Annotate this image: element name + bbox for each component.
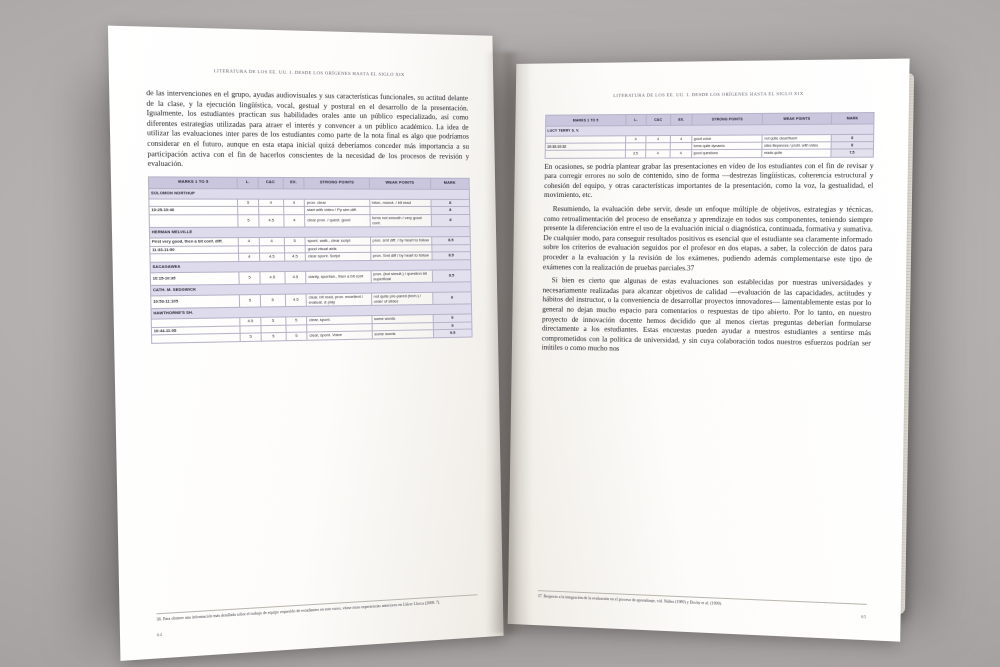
table-header-row [148,177,469,190]
cell-strong: clear, spont. [307,316,372,325]
cell-mark: 8 [831,134,874,142]
th-ex: EX. [283,177,305,188]
cell-cc [259,245,284,253]
cell-cc: 4 [646,136,671,143]
cell-weak: slies Beyances / probl. with video [762,142,831,150]
th-mark: MARK [430,178,469,189]
cell-cc: 4 [259,238,284,246]
cell-weak: not quite pre-pared (tech.) / order of slides [371,292,432,305]
cell-mark: 8 [831,142,874,150]
paragraph: de las intervenciones en el grupo, ayudas audiovisuales y sus características funcionales, su actitud delante de la clase, y la ejecución lingüística, vocal, gestual y postural en el desarrollo de la presentación. Igualmente, los estudiantes practican sus habilidades orales ante un público especializado, así como diferentes estrategias utilizadas para atraer el interés y convencer a un público académico. La idea de utilizar las evaluaciones inter pares de los estudiantes como parte de la nota final es algo que podríamos considerar en el futuro, aunque en esta etapa inicial quizá deberíamos conceder más importancia a su participación activa con el fin de hacerlos conscientes de la necesidad de los procesos de revisión y evaluación. [146,88,470,169]
cell-mark: 9 [432,292,471,305]
th-weak: WEAK POINTS [369,178,430,189]
cell-cc: 5 [261,317,286,325]
cell-l: 5 [239,272,260,285]
cell-l [239,246,260,254]
left-assessment-table-wrap [148,176,473,344]
cell-ex: 4 [670,150,692,157]
group-label: CATH. M. SEDGWICK [151,282,472,296]
cell-ex: 5 [285,317,307,325]
paragraph: En ocasiones, se podría plantear grabar las presentaciones en vídeo de los estudiantes con el fin de revisar y para corregir errores no solo de contenido, sino de forma —destrezas lingüísticas, coherencia estructural y cohesión del equipo, y otras características importantes de la presentación, como la voz, la gestualidad, el movimiento, etc. [543,161,874,200]
cell-strong: spont. walk., clear script [305,237,370,245]
th-weak: WEAK POINTS [763,113,832,125]
cell-cc: 4.5 [259,215,284,228]
cell-strong: good visual aids [306,245,371,253]
cell-weak: inton, monot. / bit read [370,199,431,207]
cell-strong: clear, spont. Voice [307,331,372,340]
table-row [149,214,470,227]
cell-l: 5 [238,215,259,228]
th-cc: C&C [258,177,283,188]
cell-strong: turns quite dynamic [692,142,763,150]
group-label: LUCY TERRY S. V. [545,124,873,136]
assessment-table-right [545,112,875,158]
cell-label: 10:33-10:32 [545,143,625,151]
footnote-right: 37. Respecto a la integración de la evaluación en el proceso de aprendizaje, vid. Núñez (1989) y Dochy et al. (1999). [538,590,867,613]
cell-mark: 8.5 [431,237,470,245]
cell-mark: 8 [431,214,470,226]
cell-weak: not quite clear/fluent [762,135,831,143]
cell-weak [370,207,431,215]
cell-ex: 4.5 [284,271,306,284]
cell-label: 11:33-11:50 [150,246,239,254]
cell-strong: start with video / Pp stm diff. [305,207,370,215]
right-assessment-table-wrap [545,112,875,158]
cell-cc: 4 [645,150,670,157]
group-label: HAWTHORNE'S SH. [151,304,472,319]
cell-strong: clarity, spontan., then a bit conf [306,271,371,284]
th-marks: MARKS 1 TO 5 [546,115,626,127]
group-label: SOLOMON NORTHUP [149,188,470,199]
paragraph: Si bien es cierto que algunas de estas evaluaciones son establecidas por nuestras universidades y necesariamente realizadas para alcanzar objetivos de calidad —evaluación de las capacidades, actitudes y hábitos del instructor, o la conveniencia de desarrollar proyectos innovadores— lamentablemente estas por lo general no dejan mucho espacio para comentarios o respuestas de tipo abierto. Por lo tanto, en nuestro proyecto de innovación docente hemos decidido que al menos ciertas preguntas deberían formularse directamente a los estudiantes. Estas encuestas pueden ayudar a nuestros estudiantes a sentirse más comprometidos con la política de universidad, y sin cuya colaboración todos nuestros esfuerzos podrían ser inútiles o como mucho nos [541,276,872,354]
cell-l: 3.5 [625,150,645,157]
th-mark: MARK [831,112,874,124]
cell-weak: some words [372,315,433,324]
folio-left: 64 [156,631,163,638]
cell-label: 10:53-11:105 [151,295,240,309]
cell-mark: 8 [431,207,470,215]
cell-ex: 4 [283,199,305,207]
right-page [508,59,910,642]
cell-ex: 4.5 [285,294,307,307]
cell-mark: 9 [433,322,472,330]
cell-weak: pron. smt diff. / by heart to follow [370,237,431,245]
cell-mark: 9.5 [433,329,472,337]
th-strong: STRONG POINTS [304,177,369,189]
table-group-row [149,188,470,199]
cell-strong: clear spont. Script [306,253,371,261]
cell-l: 4 [239,238,260,246]
cell-mark: 8 [431,199,470,207]
cell-label [149,199,238,207]
cell-l [626,143,646,150]
cell-cc: 5 [261,333,286,341]
cell-weak: pron. Smt diff / by heart to follow [371,252,432,260]
th-cc: C&C [646,114,671,125]
th-l: L. [237,177,258,189]
cell-mark: 7.5 [831,149,874,157]
cell-ex: 4 [283,215,305,228]
cell-strong: good voice [692,135,763,143]
cell-strong: good questions [692,150,763,158]
cell-strong: clear, bit read, pron. excellent / evaluat. & play [307,293,372,306]
cell-l: 5 [238,199,259,207]
cell-ex: 4.5 [284,253,306,261]
cell-label: 10:15-10:35 [150,272,239,286]
cell-cc [258,207,283,215]
cell-cc: 4.5 [260,271,285,284]
cell-weak: pron. (but simult.) / question bit superficial [371,270,432,283]
group-label: HERMAN MELVILLE [149,227,470,238]
cell-ex [283,207,305,215]
cell-strong: pron. clear [305,199,370,207]
cell-ex: 4 [670,135,692,142]
cell-weak: reads quite [762,149,831,157]
cell-label [152,334,241,344]
cell-ex [670,143,692,150]
cell-ex: 5 [284,237,306,245]
running-head-left: LITERATURA DE LOS EE. UU. I. DESDE LOS ORÍGENES HASTA EL SIGLO XIX [213,68,405,78]
left-page [108,26,504,661]
assessment-table-left [148,176,473,344]
cell-l: 4 [626,136,646,143]
th-ex: EX. [670,114,692,125]
cell-weak: turns not smooth / very good cont. [370,214,431,226]
running-head-right: LITERATURA DE LOS EE. UU. I. DESDE LOS ORÍGENES HASTA EL SIGLO XIX [613,90,804,98]
cell-mark: 8.5 [432,270,471,283]
right-body-text [542,161,874,359]
cell-cc: 4.5 [259,253,284,261]
paragraph: Resumiendo, la evaluación debe servir, desde un enfoque múltiple de objetivos, estrategias y técnicas, como retroalimentación del proceso de enseñanza y aprendizaje en todos sus componentes, teniendo siempre presente la diferenciación entre el uso de la evaluación inicial o diagnóstica, continuada, formativa y sumativa. De cualquier modo, para conseguir resultados positivos es esencial que el estudiante sea claramente informado sobre los criterios de evaluación seguidos por el profesor en dos etapas, a saber, la colección de datos para proceder a la evaluación y la revisión de los exámenes, pudiendo además complementarse este tipo de exámenes con la realización de pruebas parciales.37 [542,205,874,273]
th-marks: MARKS 1 TO 5 [148,177,237,189]
cell-l [238,207,259,215]
th-l: L. [626,114,646,125]
cell-l: 4 [239,253,260,261]
left-body-text [146,89,469,172]
cell-label: First very good, then a bit conf. diff. [150,238,239,246]
cell-ex: 5 [286,333,308,341]
th-strong: STRONG POINTS [692,113,763,125]
cell-cc: 5 [260,294,285,307]
cell-l: 5 [241,333,262,341]
cell-cc [645,143,670,150]
footnote-left: 36. Para obtener una información más detallada sobre el trabajo de equipo requerido de estudiantes en este curso, véase otras experiencias anteriores en Llácer Llorca (2008: 7). [156,594,477,623]
group-label: SACAGAWEA [150,260,471,273]
cell-weak: some words [372,330,433,339]
folio-right: 65 [861,613,867,620]
cell-strong: clear pron. / quest. good [305,215,370,228]
cell-l: 4.5 [240,318,261,326]
cell-label [149,215,238,228]
cell-mark: 8.5 [432,252,471,260]
cell-cc: 4 [258,199,283,207]
cell-label: 10:44-11:05 [151,326,240,336]
cell-l: 5 [240,295,261,308]
table-row [149,199,470,207]
cell-label [545,150,625,158]
cell-mark: 9 [433,314,472,322]
cell-ex [284,245,306,253]
cell-label: 10:25-10:46 [149,207,238,215]
